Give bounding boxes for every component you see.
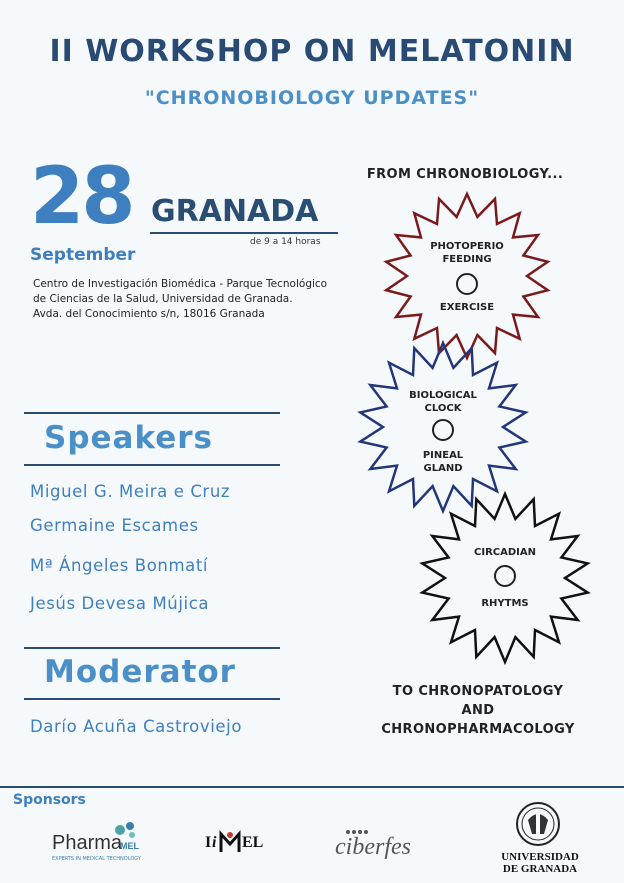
star-label xyxy=(417,240,517,266)
ciberfes-logo xyxy=(335,828,435,862)
diagram-bottom-line: AND xyxy=(461,703,495,718)
iimel-letter: I xyxy=(205,834,212,851)
ugr-wordmark-line: UNIVERSIDAD xyxy=(501,851,579,863)
star-badge-circadian xyxy=(422,494,587,662)
event-city: GRANADA xyxy=(151,194,319,229)
pharmamel-wordmark: Pharma xyxy=(52,832,123,854)
speaker-name: Germaine Escames xyxy=(30,516,199,535)
ugr-wordmark-line: DE GRANADA xyxy=(502,863,578,875)
sponsors-heading: Sponsors xyxy=(13,792,86,808)
iimel-logo xyxy=(205,828,285,860)
pharmamel-wordmark-sup: MEL xyxy=(120,841,139,851)
event-day: 28 xyxy=(30,152,133,242)
speaker-name: Jesús Devesa Mújica xyxy=(30,594,210,613)
star-label: EXERCISE xyxy=(439,302,495,313)
ugr-wordmark xyxy=(490,851,590,875)
star-label xyxy=(393,389,493,415)
ugr-logo xyxy=(490,800,590,878)
iimel-letters: EL xyxy=(242,834,264,851)
pharmamel-tagline: EXPERTS IN MEDICAL TECHNOLOGY xyxy=(52,856,141,862)
diagram-bottom-line: CHRONOPHARMACOLOGY xyxy=(381,722,575,737)
star-label-line: FEEDING xyxy=(442,254,492,265)
page-subtitle: "CHRONOBIOLOGY UPDATES" xyxy=(144,87,480,109)
moderator-name: Darío Acuña Castroviejo xyxy=(30,717,243,736)
iimel-letter: i xyxy=(212,834,217,851)
star-label: RHYTMS xyxy=(481,598,529,609)
address-line: de Ciencias de la Salud, Universidad de Granada. xyxy=(33,293,293,305)
star-label-line: BIOLOGICAL xyxy=(409,390,477,401)
diagram-top-label: FROM CHRONOBIOLOGY... xyxy=(366,167,564,182)
diagram-bottom-line: TO CHRONOPATOLOGY xyxy=(392,684,564,699)
iimel-m-mark xyxy=(219,830,241,854)
star-badge-biological-clock xyxy=(360,343,525,511)
circle-icon xyxy=(457,274,477,294)
star-label-line: CLOCK xyxy=(424,403,462,414)
event-hours: de 9 a 14 horas xyxy=(250,237,321,247)
star-label: CIRCADIAN xyxy=(474,547,536,558)
speaker-name: Mª Ángeles Bonmatí xyxy=(30,556,209,575)
footer-divider xyxy=(0,786,624,788)
event-month: September xyxy=(30,245,136,265)
speakers-heading: Speakers xyxy=(44,420,214,456)
moderator-heading: Moderator xyxy=(44,654,236,690)
address-line: Centro de Investigación Biomédica - Parque Tecnológico xyxy=(33,278,328,290)
university-seal-icon xyxy=(514,800,562,848)
star-label xyxy=(393,449,493,475)
speaker-name: Miguel G. Meira e Cruz xyxy=(30,482,231,501)
star-label-line: PHOTOPERIO xyxy=(430,241,504,252)
star-label-line: PINEAL xyxy=(422,450,464,461)
page-title: II WORKSHOP ON MELATONIN xyxy=(49,34,575,69)
address-line: Avda. del Conocimiento s/n, 18016 Granada xyxy=(33,308,265,320)
star-badge-photoperiod xyxy=(386,194,548,358)
diagram-bottom-label xyxy=(340,682,616,739)
circle-icon xyxy=(495,566,515,586)
pharmamel-logo xyxy=(52,820,182,866)
ciberfes-wordmark: ciberfes xyxy=(335,834,411,860)
circle-icon xyxy=(433,420,453,440)
star-label-line: GLAND xyxy=(423,463,463,474)
